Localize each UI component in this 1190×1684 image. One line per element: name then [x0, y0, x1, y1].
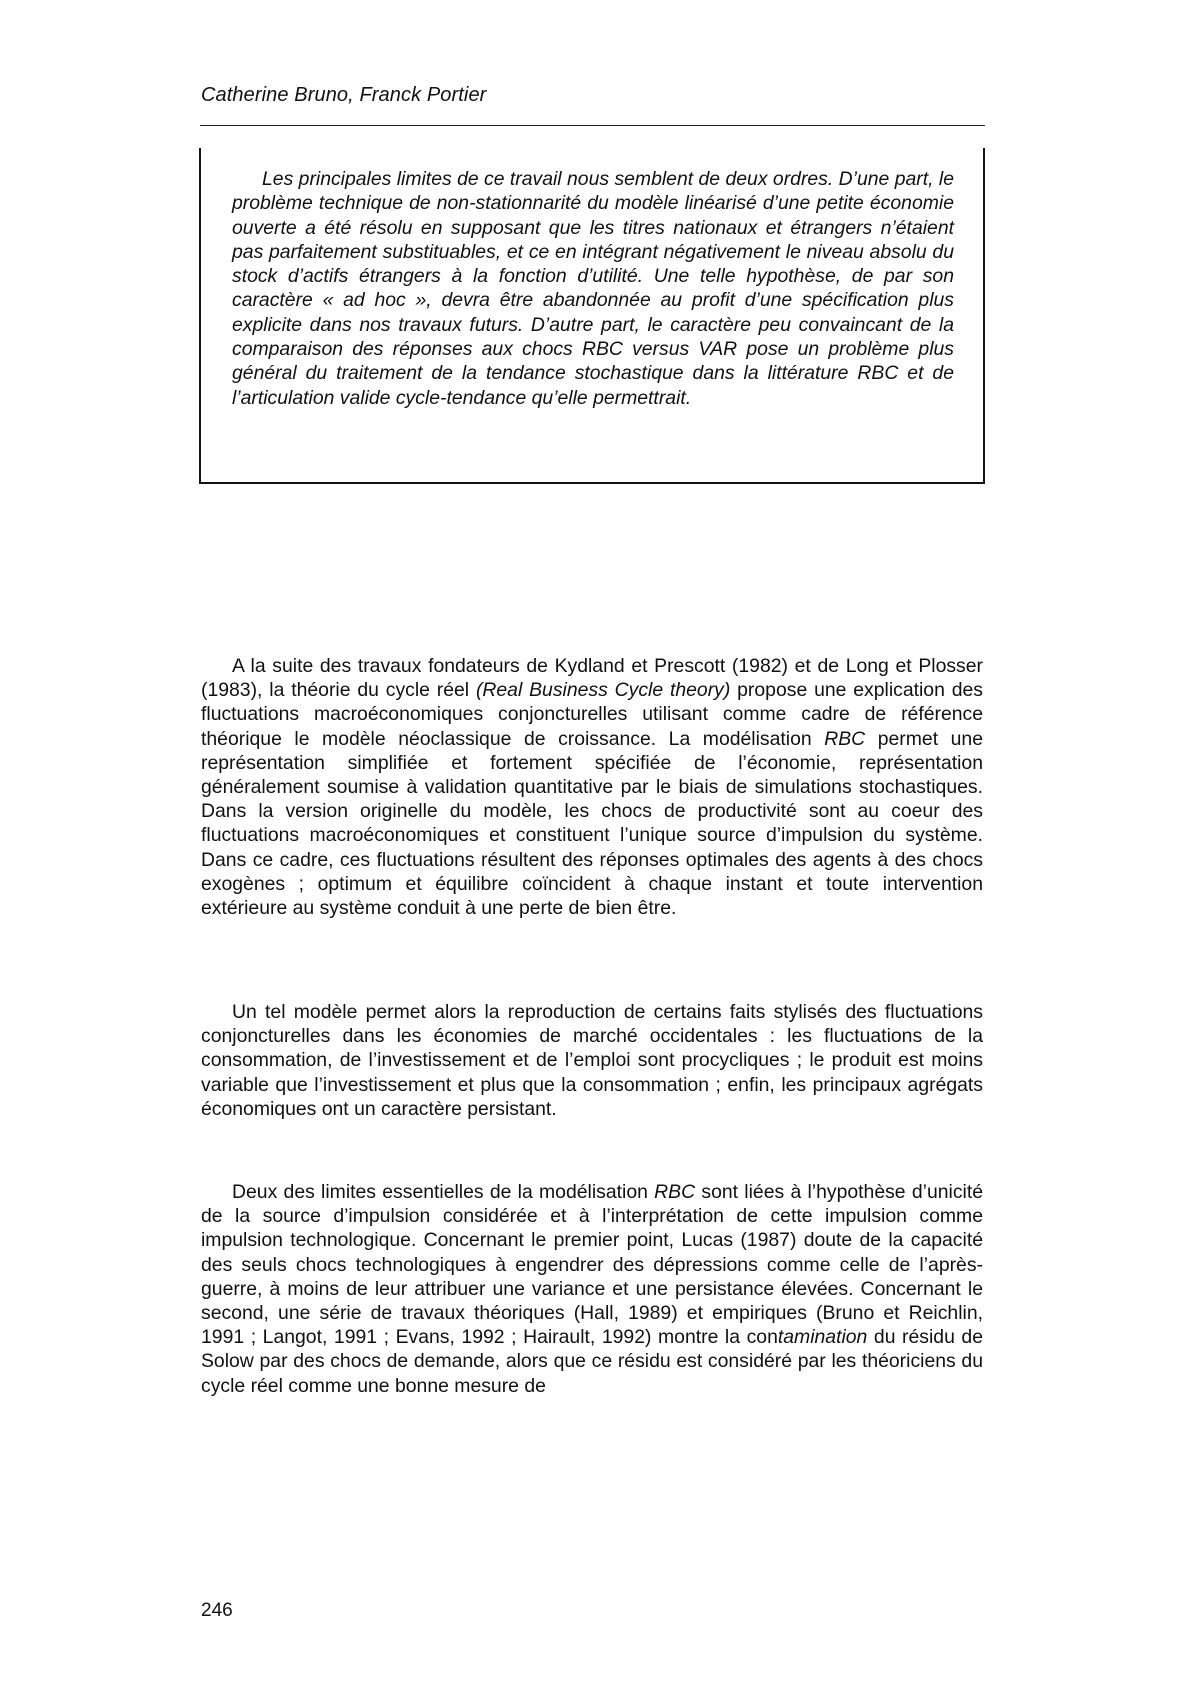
body-paragraph-2: Un tel modèle permet alors la reproduction de certains faits stylisés des fluctuations conjoncturelles dans les économies de marché occidentales : les fluctuations de la consommation, de l’investissement et de l’emploi sont procycliques ; le produit est moins variable que l’investissement et plus que la consommation ; enfin, les principaux agrégats économiques ont un caractère persistant. [201, 1001, 983, 1120]
running-head-authors: Catherine Bruno, Franck Portier [201, 84, 487, 106]
body-paragraph-1: A la suite des travaux fondateurs de Kydland et Prescott (1982) et de Long et Plosser (1983), la théorie du cycle réel (Real Business Cycle theory) propose une explication des fluctuations macroéconomiques conjoncturelles utilisant comme cadre de référence théorique le modèle néoclassique de croissance. La modélisation RBC permet une représentation simplifiée et fortement spécifiée de l’économie, représentation généralement soumise à validation quantitative par le biais de simulations stochastiques. Dans la version originelle du modèle, les chocs de productivité sont au coeur des fluctuations macroéconomiques et constituent l’unique source d’impulsion du système. Dans ce cadre, ces fluctuations résultent des réponses optimales des agents à des chocs exogènes ; optimum et équilibre coïncident à chaque instant et toute intervention extérieure au système conduit à une perte de bien être. [201, 655, 983, 920]
boxed-text [232, 167, 954, 410]
page-number: 246 [201, 1600, 233, 1621]
boxed-paragraph: Les principales limites de ce travail nous semblent de deux ordres. D’une part, le problème technique de non-stationnarité du modèle linéarisé d’une petite économie ouverte a été résolu en supposant que les titres nationaux et étrangers n’étaient pas parfaitement substituables, et ce en intégrant négativement le niveau absolu du stock d’actifs étrangers à la fonction d’utilité. Une telle hypothèse, de par son caractère « ad hoc », devra être abandonnée au profit d’une spécification plus explicite dans nos travaux futurs. D’autre part, le caractère peu convaincant de la comparaison des réponses aux chocs RBC versus VAR pose un problème plus général du traitement de la tendance stochastique dans la littérature RBC et de l’articulation valide cycle-tendance qu’elle permettrait. [232, 168, 954, 409]
header-rule [200, 125, 985, 126]
body-paragraph-3: Deux des limites essentielles de la modélisation RBC sont liées à l’hypothèse d’unicité de la source d’impulsion considérée et à l’interprétation de cette impulsion comme impulsion technologique. Concernant le premier point, Lucas (1987) doute de la capacité des seuls chocs technologiques à engendrer des dépressions comme celle de l’après-guerre, à moins de leur attribuer une variance et une persistance élevées. Concernant le second, une série de travaux théoriques (Hall, 1989) et empiriques (Bruno et Reichlin, 1991 ; Langot, 1991 ; Evans, 1992 ; Hairault, 1992) montre la contamination du résidu de Solow par des chocs de demande, alors que ce résidu est considéré par les théoriciens du cycle réel comme une bonne mesure de [201, 1181, 983, 1397]
